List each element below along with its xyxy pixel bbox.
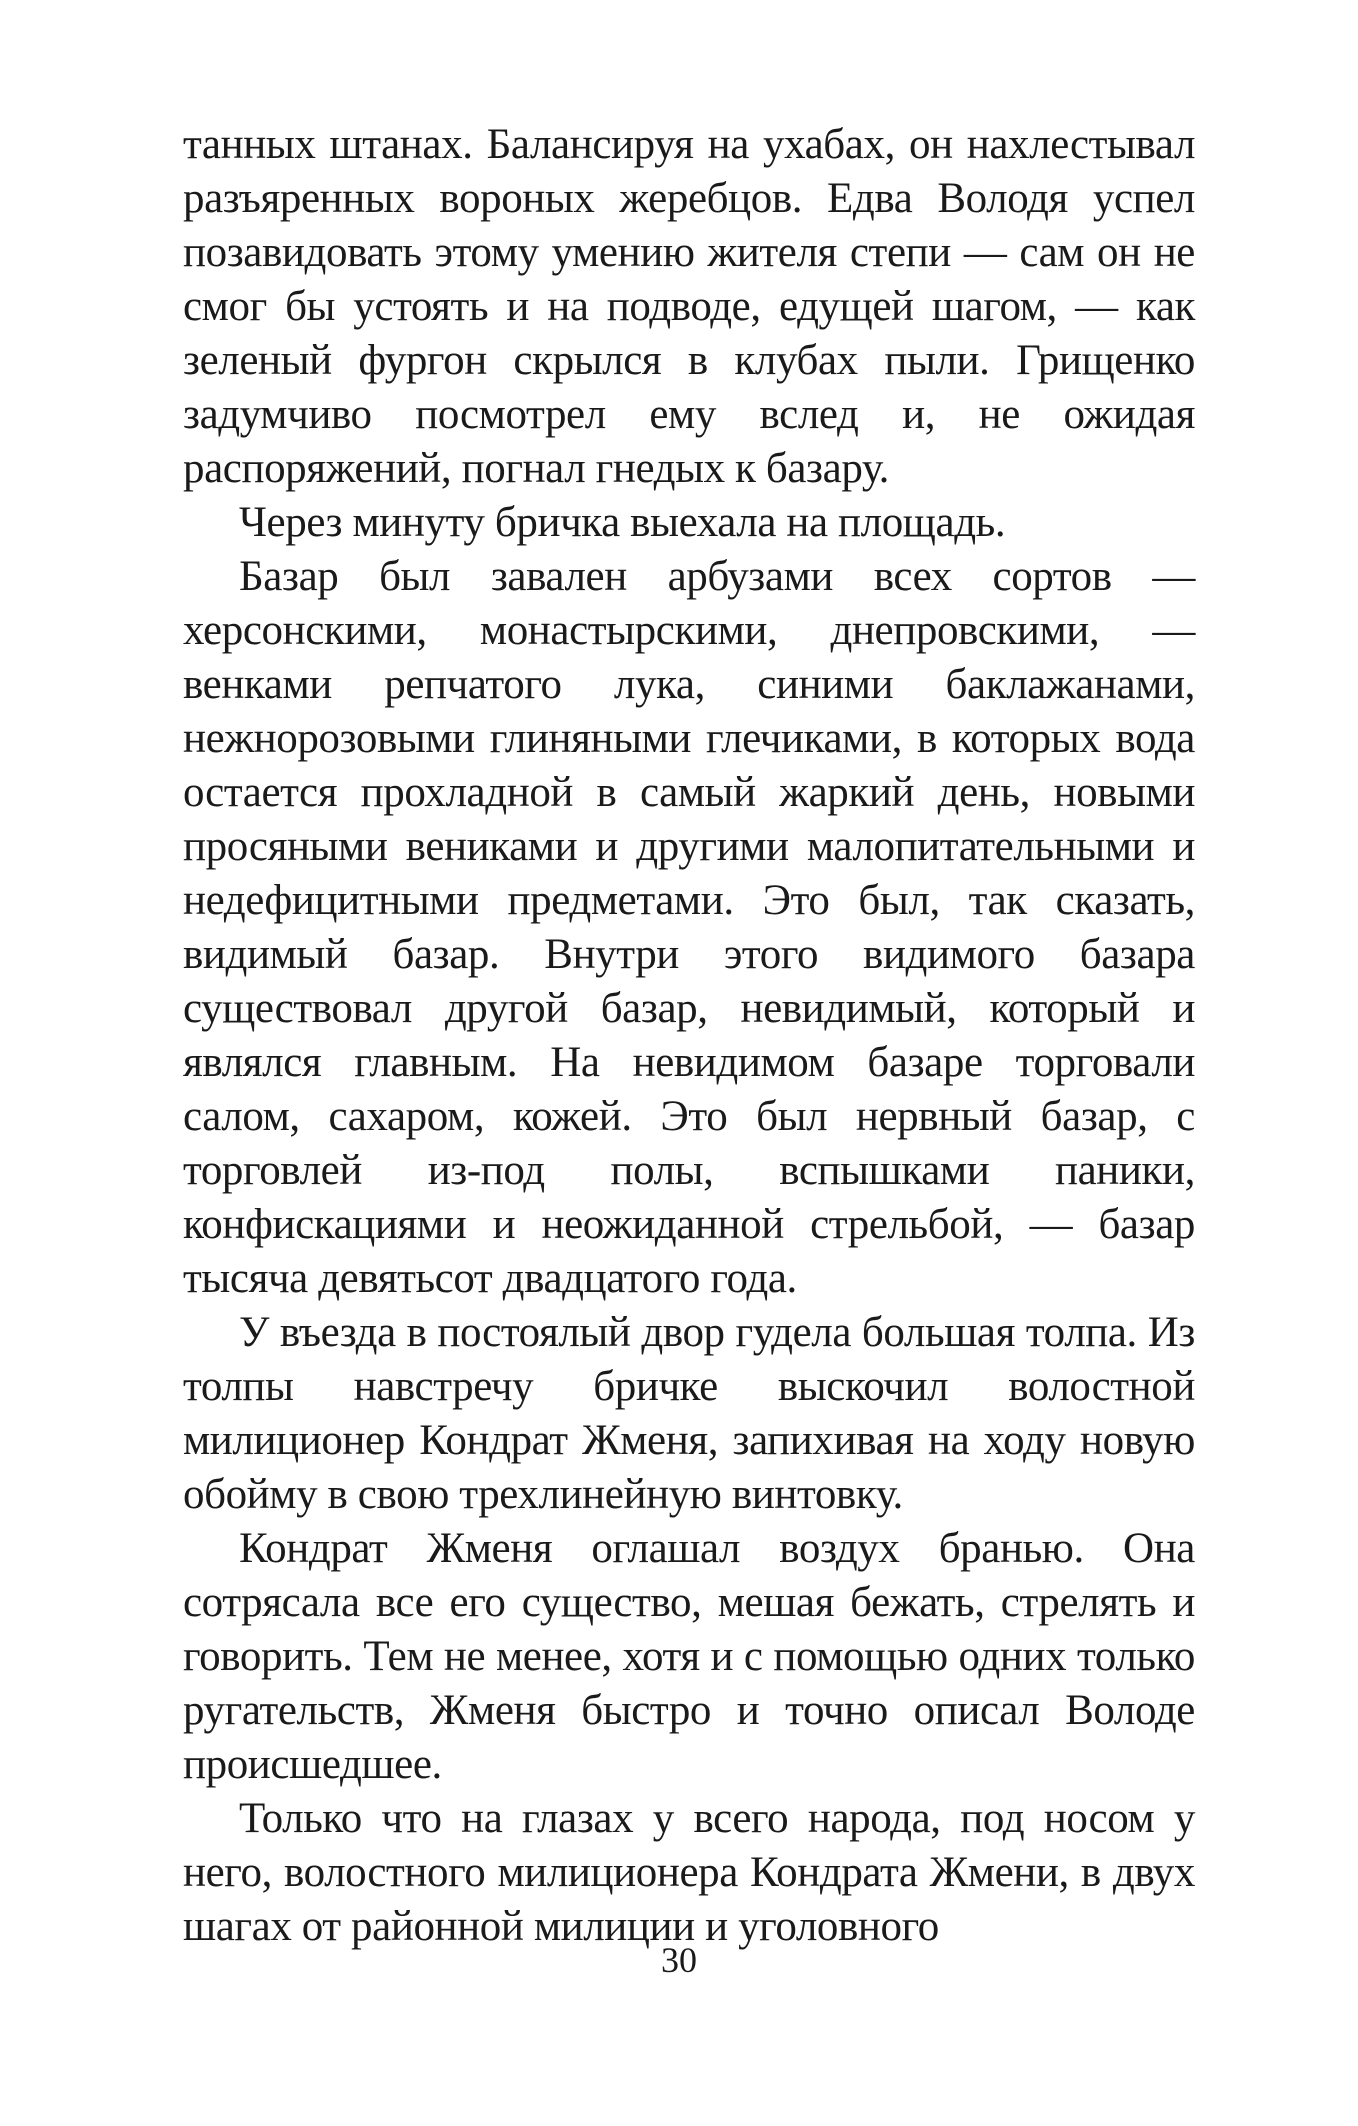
paragraph-3: Базар был завален арбузами всех сортов — херсонскими, монастырскими, днепровскими, — венками репчатого лука, синими баклажанами, нежнорозовыми глиняными глечиками, в которых вода остается прохладной в самый жаркий день, новыми просяными вениками и другими малопитательными и недефицитными предметами. Это был, так сказать, видимый базар. Внутри этого видимого базара существовал другой базар, невидимый, который и являлся главным. На невидимом базаре торговали салом, сахаром, кожей. Это был нервный базар, с торговлей из-под полы, вспышками паники, конфискациями и неожиданной стрельбой, — базар тысяча девятьсот двадцатого года. <box>183 553 1195 1302</box>
paragraph-1: танных штанах. Балансируя на ухабах, он нахлестывал разъяренных вороных жеребцов. Едва Володя успел позавидовать этому умению жителя степи — сам он не смог бы устоять и на подводе, едущей шагом, — как зеленый фургон скрылся в клубах пыли. Грищенко задумчиво посмотрел ему вслед и, не ожидая распоряжений, погнал гнедых к базару. <box>183 121 1195 492</box>
paragraph-4: У въезда в постоялый двор гудела большая толпа. Из толпы навстречу бричке выскочил волостной милиционер Кондрат Жменя, запихивая на ходу новую обойму в свою трехлинейную винтовку. <box>183 1309 1195 1518</box>
paragraph-5: Кондрат Жменя оглашал воздух бранью. Она сотрясала все его существо, мешая бежать, стрелять и говорить. Тем не менее, хотя и с помощью одних только ругательств, Жменя быстро и точно описал Володе происшедшее. <box>183 1525 1195 1788</box>
paragraph-6: Только что на глазах у всего народа, под носом у него, волостного милиционера Кондрата Жмени, в двух шагах от районной милиции и уголовного <box>183 1795 1195 1950</box>
paragraph-2: Через минуту бричка выехала на площадь. <box>239 499 1006 546</box>
body-text <box>183 118 1195 1954</box>
page-number: 30 <box>661 1940 697 1980</box>
